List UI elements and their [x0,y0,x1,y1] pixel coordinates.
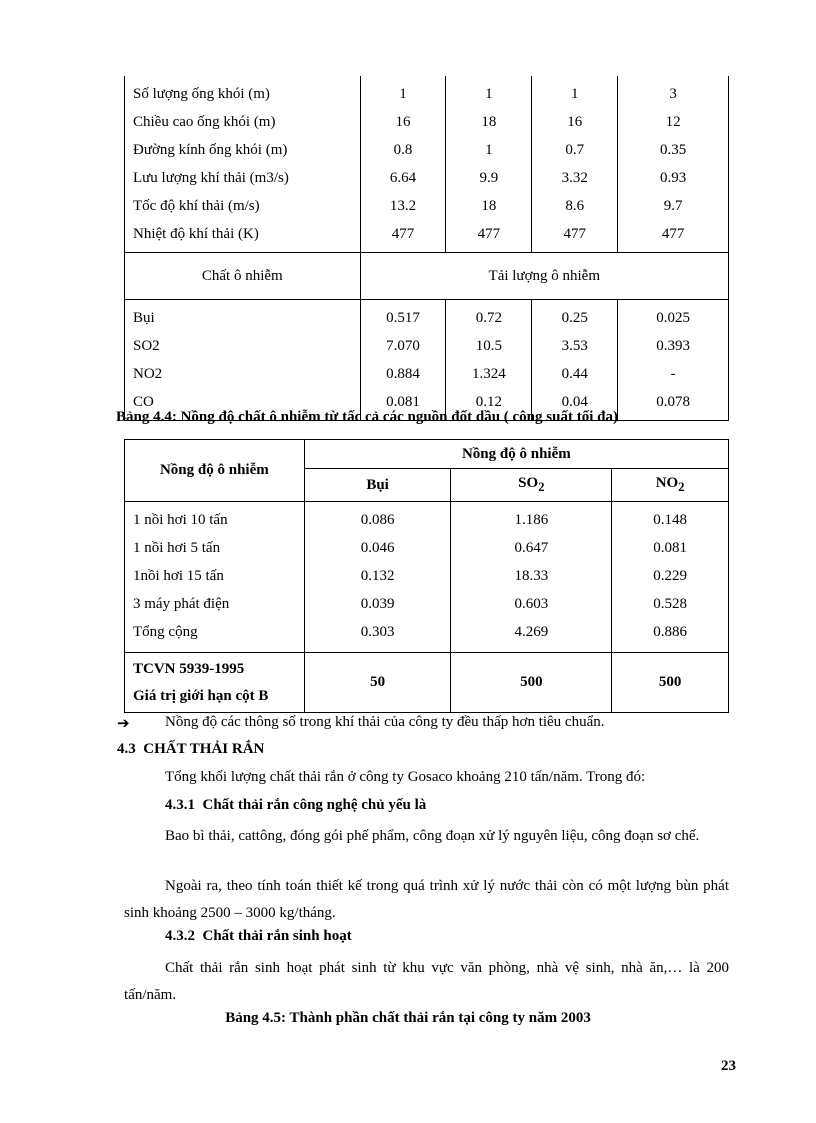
load-header: Tải lượng ô nhiễm [360,253,728,300]
table-header-row [125,253,729,300]
subsection-heading-4-3-1 [165,797,426,814]
conclusion-text: Nồng độ các thông số trong khí thải của công ty đều thấp hơn tiêu chuẩn. [165,714,605,730]
param-value: 0.93 [618,164,729,192]
subsection-heading-4-3-2 [165,928,352,945]
pollutant-label: NO2 [125,360,361,388]
so2-value: 0.647 [451,534,612,562]
arrow-icon: ➔ [117,716,130,732]
param-value: 12 [618,108,729,136]
param-value: 1 [532,76,618,108]
standard-row [125,653,729,713]
table-caption-4-4: Bảng 4.4: Nồng độ chất ô nhiễm từ tấc cả các nguồn đốt dầu ( công suất tối đa) [116,409,618,425]
param-value: 0.35 [618,136,729,164]
table-row [125,562,729,590]
standard-dust-value: 50 [304,653,451,713]
pollutant-value: 0.44 [532,360,618,388]
no2-value: 0.886 [612,618,729,653]
table-row-total [125,618,729,653]
param-value: 3 [618,76,729,108]
subsection-number: 4.3.2 [165,928,195,944]
param-label: Đường kính ống khói (m) [125,136,361,164]
subsection-title: Chất thải rắn sinh hoạt [202,928,352,944]
param-value: 18 [446,192,532,220]
param-value: 9.7 [618,192,729,220]
pollutant-value: 0.12 [446,388,532,421]
param-value: 0.8 [360,136,446,164]
table-row [125,502,729,535]
dust-value: 0.046 [304,534,451,562]
pollutant-value: - [618,360,729,388]
table-row [125,590,729,618]
sludge-paragraph: Ngoài ra, theo tính toán thiết kế trong quá trình xử lý nước thải còn có một lượng bùn phát sinh khoảng 2500 – 3000 kg/tháng. [124,878,729,921]
no2-label: NO [655,475,679,491]
source-label: 3 máy phát điện [125,590,305,618]
param-label: Lưu lượng khí thải (m3/s) [125,164,361,192]
dust-column-header: Bụi [304,469,451,502]
param-value: 1 [446,76,532,108]
so2-value: 4.269 [451,618,612,653]
table-caption-4-5: Bảng 4.5: Thành phần chất thải rắn tại công ty năm 2003 [225,1010,591,1026]
table-row [125,164,729,192]
section-number: 4.3 [117,741,136,757]
industrial-waste-paragraph: Bao bì thải, cattông, đóng gói phế phẩm, công đoạn xử lý nguyên liệu, công đoạn sơ chế. [165,828,700,844]
subsection-number: 4.3.1 [165,797,195,813]
table-row [125,108,729,136]
table-row [125,192,729,220]
concentration-corner-header: Nồng độ ô nhiễm [125,440,305,502]
pollutant-value: 7.070 [360,332,446,360]
param-label: Chiều cao ống khói (m) [125,108,361,136]
standard-label [125,653,305,713]
page-number: 23 [721,1058,736,1074]
param-value: 9.9 [446,164,532,192]
standard-label-line2: Giá trị giới hạn cột B [133,687,269,704]
pollutant-header: Chất ô nhiễm [125,253,361,300]
so2-subscript: 2 [538,480,545,494]
dust-value: 0.132 [304,562,451,590]
param-value: 18 [446,108,532,136]
emission-parameters-table [124,76,729,421]
concentration-group-header: Nồng độ ô nhiễm [304,440,728,469]
pollutant-concentration-table [124,439,729,713]
no2-value: 0.229 [612,562,729,590]
pollutant-value: 0.884 [360,360,446,388]
no2-value: 0.148 [612,502,729,535]
section-heading [117,741,264,758]
total-label: Tổng cộng [125,618,305,653]
so2-label: SO [518,475,539,491]
table-header-row [125,440,729,469]
table-row [125,332,729,360]
dust-value: 0.303 [304,618,451,653]
table-row [125,360,729,388]
pollutant-label: Bụi [125,300,361,333]
domestic-waste-paragraph: Chất thải rắn sinh hoạt phát sinh từ khu vực văn phòng, nhà vệ sinh, nhà ăn,… là 200 tấn/năm. [124,960,729,1003]
param-value: 477 [618,220,729,253]
no2-value: 0.528 [612,590,729,618]
section-title: CHẤT THẢI RẮN [143,741,265,757]
param-value: 6.64 [360,164,446,192]
param-label: Số lượng ống khói (m) [125,76,361,108]
param-value: 477 [532,220,618,253]
pollutant-value: 0.04 [532,388,618,421]
source-label: 1 nồi hơi 10 tấn [125,502,305,535]
subsection-title: Chất thải rắn công nghệ chủ yếu là [202,797,427,813]
table-row [125,136,729,164]
source-label: 1 nồi hơi 5 tấn [125,534,305,562]
pollutant-value: 0.517 [360,300,446,333]
pollutant-value: 0.72 [446,300,532,333]
pollutant-value: 0.081 [360,388,446,421]
source-label: 1nồi hơi 15 tấn [125,562,305,590]
standard-so2-value: 500 [451,653,612,713]
param-value: 1 [360,76,446,108]
pollutant-value: 1.324 [446,360,532,388]
total-waste-paragraph: Tổng khối lượng chất thải rắn ở công ty Gosaco khoảng 210 tấn/năm. Trong đó: [165,769,646,785]
standard-no2-value: 500 [612,653,729,713]
standard-label-line1: TCVN 5939-1995 [133,660,245,677]
pollutant-value: 0.25 [532,300,618,333]
param-label: Nhiệt độ khí thải (K) [125,220,361,253]
param-value: 8.6 [532,192,618,220]
param-value: 16 [360,108,446,136]
so2-value: 1.186 [451,502,612,535]
so2-column-header [451,469,612,502]
table-row [125,220,729,253]
dust-value: 0.039 [304,590,451,618]
pollutant-value: 10.5 [446,332,532,360]
no2-value: 0.081 [612,534,729,562]
no2-column-header [612,469,729,502]
table-row [125,534,729,562]
so2-value: 18.33 [451,562,612,590]
so2-value: 0.603 [451,590,612,618]
param-value: 13.2 [360,192,446,220]
param-value: 3.32 [532,164,618,192]
pollutant-value: 0.078 [618,388,729,421]
pollutant-label: CO [125,388,361,421]
param-label: Tốc độ khí thải (m/s) [125,192,361,220]
param-value: 16 [532,108,618,136]
dust-value: 0.086 [304,502,451,535]
pollutant-value: 0.393 [618,332,729,360]
param-value: 477 [360,220,446,253]
table-row [125,300,729,333]
pollutant-value: 3.53 [532,332,618,360]
table-row [125,76,729,108]
pollutant-value: 0.025 [618,300,729,333]
param-value: 0.7 [532,136,618,164]
param-value: 1 [446,136,532,164]
param-value: 477 [446,220,532,253]
pollutant-label: SO2 [125,332,361,360]
no2-subscript: 2 [678,480,685,494]
